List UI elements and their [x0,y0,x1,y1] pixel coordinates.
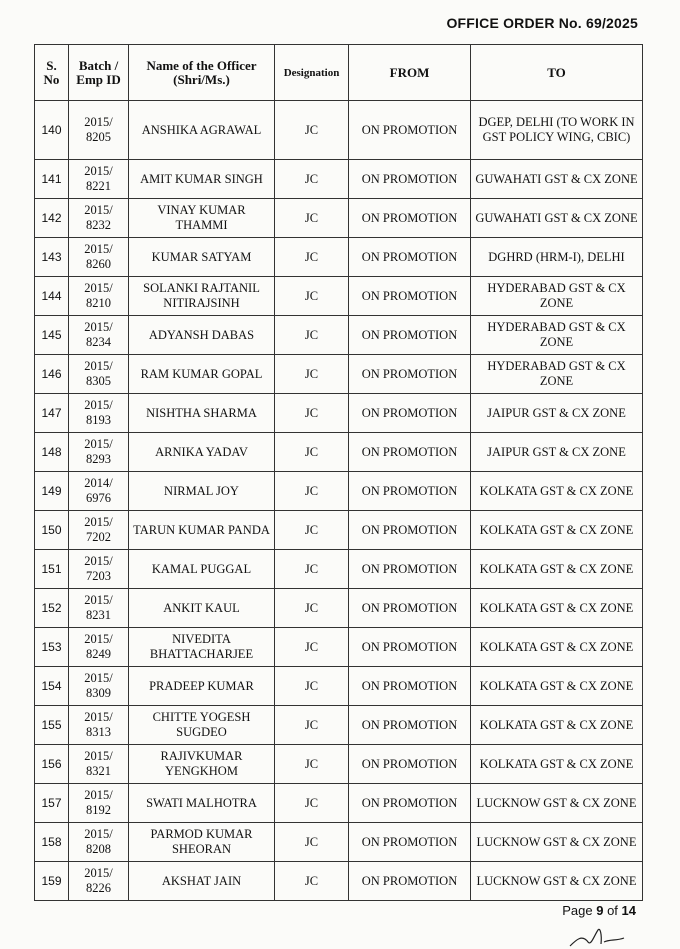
table-row [35,628,643,667]
cell-to: HYDERABAD GST & CX ZONE [471,355,643,394]
cell-to: KOLKATA GST & CX ZONE [471,706,643,745]
cell-name: ARNIKA YADAV [129,433,275,472]
cell-designation: JC [275,238,349,277]
cell-to: KOLKATA GST & CX ZONE [471,550,643,589]
table-row [35,277,643,316]
cell-from: ON PROMOTION [349,745,471,784]
cell-designation: JC [275,277,349,316]
signature-mark [560,922,640,949]
table-row [35,589,643,628]
page-total: 14 [621,903,636,918]
cell-sno: 149 [35,472,69,511]
cell-designation: JC [275,823,349,862]
cell-name: RAJIVKUMAR YENGKHOM [129,745,275,784]
cell-from: ON PROMOTION [349,706,471,745]
cell-name: KAMAL PUGGAL [129,550,275,589]
cell-from: ON PROMOTION [349,277,471,316]
cell-sno: 159 [35,862,69,901]
header-sno: S. No [35,45,69,101]
table-row [35,745,643,784]
cell-name: AKSHAT JAIN [129,862,275,901]
cell-name: KUMAR SATYAM [129,238,275,277]
table-row [35,511,643,550]
cell-from: ON PROMOTION [349,550,471,589]
cell-to: LUCKNOW GST & CX ZONE [471,823,643,862]
office-order-number: OFFICE ORDER No. 69/2025 [446,15,638,31]
cell-to: JAIPUR GST & CX ZONE [471,394,643,433]
cell-from: ON PROMOTION [349,823,471,862]
cell-designation: JC [275,355,349,394]
page-label: Page [562,903,593,918]
cell-sno: 147 [35,394,69,433]
cell-designation: JC [275,550,349,589]
cell-sno: 155 [35,706,69,745]
table-row [35,784,643,823]
cell-name: NIRMAL JOY [129,472,275,511]
table-row [35,823,643,862]
cell-to: HYDERABAD GST & CX ZONE [471,277,643,316]
header-to: TO [471,45,643,101]
cell-name: SOLANKI RAJTANIL NITIRAJSINH [129,277,275,316]
cell-to: HYDERABAD GST & CX ZONE [471,316,643,355]
cell-sno: 153 [35,628,69,667]
cell-to: LUCKNOW GST & CX ZONE [471,862,643,901]
cell-from: ON PROMOTION [349,160,471,199]
cell-sno: 141 [35,160,69,199]
cell-sno: 148 [35,433,69,472]
cell-sno: 150 [35,511,69,550]
cell-batch: 2015/ 8309 [69,667,129,706]
cell-designation: JC [275,667,349,706]
cell-name: ANSHIKA AGRAWAL [129,101,275,160]
cell-from: ON PROMOTION [349,784,471,823]
cell-batch: 2015/ 8232 [69,199,129,238]
cell-batch: 2015/ 8193 [69,394,129,433]
cell-sno: 143 [35,238,69,277]
cell-name: NISHTHA SHARMA [129,394,275,433]
cell-from: ON PROMOTION [349,667,471,706]
cell-to: KOLKATA GST & CX ZONE [471,589,643,628]
page-number [562,903,636,918]
page-current: 9 [596,903,604,918]
cell-sno: 152 [35,589,69,628]
cell-batch: 2015/ 8231 [69,589,129,628]
cell-designation: JC [275,472,349,511]
table-row [35,355,643,394]
table-row [35,238,643,277]
cell-to: DGHRD (HRM-I), DELHI [471,238,643,277]
table-row [35,316,643,355]
cell-to: DGEP, DELHI (TO WORK IN GST POLICY WING, CBIC) [471,101,643,160]
cell-to: JAIPUR GST & CX ZONE [471,433,643,472]
cell-to: GUWAHATI GST & CX ZONE [471,199,643,238]
cell-batch: 2015/ 8226 [69,862,129,901]
cell-batch: 2015/ 8205 [69,101,129,160]
cell-designation: JC [275,394,349,433]
cell-name: ADYANSH DABAS [129,316,275,355]
cell-batch: 2015/ 8321 [69,745,129,784]
officer-transfer-table [34,44,643,901]
table-header-row [35,45,643,101]
table-row [35,160,643,199]
table-row [35,394,643,433]
cell-from: ON PROMOTION [349,199,471,238]
cell-name: CHITTE YOGESH SUGDEO [129,706,275,745]
table-row [35,706,643,745]
header-from: FROM [349,45,471,101]
cell-designation: JC [275,745,349,784]
cell-sno: 157 [35,784,69,823]
cell-designation: JC [275,160,349,199]
header-name: Name of the Officer (Shri/Ms.) [129,45,275,101]
cell-to: LUCKNOW GST & CX ZONE [471,784,643,823]
cell-name: ANKIT KAUL [129,589,275,628]
cell-to: KOLKATA GST & CX ZONE [471,667,643,706]
cell-designation: JC [275,316,349,355]
table-row [35,862,643,901]
page-sep: of [607,903,618,918]
cell-to: KOLKATA GST & CX ZONE [471,628,643,667]
cell-name: TARUN KUMAR PANDA [129,511,275,550]
cell-batch: 2015/ 8293 [69,433,129,472]
cell-batch: 2015/ 7203 [69,550,129,589]
cell-from: ON PROMOTION [349,101,471,160]
cell-sno: 158 [35,823,69,862]
cell-batch: 2015/ 8192 [69,784,129,823]
cell-batch: 2014/ 6976 [69,472,129,511]
cell-from: ON PROMOTION [349,862,471,901]
cell-name: PARMOD KUMAR SHEORAN [129,823,275,862]
cell-from: ON PROMOTION [349,511,471,550]
cell-batch: 2015/ 8208 [69,823,129,862]
cell-designation: JC [275,628,349,667]
cell-designation: JC [275,101,349,160]
cell-name: RAM KUMAR GOPAL [129,355,275,394]
cell-designation: JC [275,784,349,823]
cell-batch: 2015/ 8260 [69,238,129,277]
cell-designation: JC [275,511,349,550]
cell-designation: JC [275,589,349,628]
cell-name: VINAY KUMAR THAMMI [129,199,275,238]
cell-designation: JC [275,862,349,901]
cell-sno: 140 [35,101,69,160]
cell-designation: JC [275,706,349,745]
header-batch: Batch / Emp ID [69,45,129,101]
cell-sno: 146 [35,355,69,394]
cell-sno: 142 [35,199,69,238]
header-designation: Designation [275,45,349,101]
cell-from: ON PROMOTION [349,316,471,355]
cell-sno: 156 [35,745,69,784]
cell-from: ON PROMOTION [349,472,471,511]
cell-name: PRADEEP KUMAR [129,667,275,706]
cell-batch: 2015/ 8305 [69,355,129,394]
cell-sno: 154 [35,667,69,706]
cell-batch: 2015/ 7202 [69,511,129,550]
cell-to: KOLKATA GST & CX ZONE [471,511,643,550]
table-row [35,101,643,160]
table-row [35,667,643,706]
cell-sno: 144 [35,277,69,316]
table-row [35,472,643,511]
cell-from: ON PROMOTION [349,238,471,277]
table-row [35,550,643,589]
cell-designation: JC [275,433,349,472]
table-row [35,433,643,472]
cell-batch: 2015/ 8221 [69,160,129,199]
cell-name: NIVEDITA BHATTACHARJEE [129,628,275,667]
cell-from: ON PROMOTION [349,589,471,628]
cell-sno: 145 [35,316,69,355]
cell-batch: 2015/ 8234 [69,316,129,355]
cell-name: AMIT KUMAR SINGH [129,160,275,199]
cell-batch: 2015/ 8249 [69,628,129,667]
cell-batch: 2015/ 8210 [69,277,129,316]
cell-from: ON PROMOTION [349,628,471,667]
cell-from: ON PROMOTION [349,433,471,472]
cell-to: KOLKATA GST & CX ZONE [471,745,643,784]
cell-from: ON PROMOTION [349,394,471,433]
cell-to: KOLKATA GST & CX ZONE [471,472,643,511]
cell-batch: 2015/ 8313 [69,706,129,745]
cell-from: ON PROMOTION [349,355,471,394]
cell-designation: JC [275,199,349,238]
cell-sno: 151 [35,550,69,589]
cell-name: SWATI MALHOTRA [129,784,275,823]
cell-to: GUWAHATI GST & CX ZONE [471,160,643,199]
table-row [35,199,643,238]
